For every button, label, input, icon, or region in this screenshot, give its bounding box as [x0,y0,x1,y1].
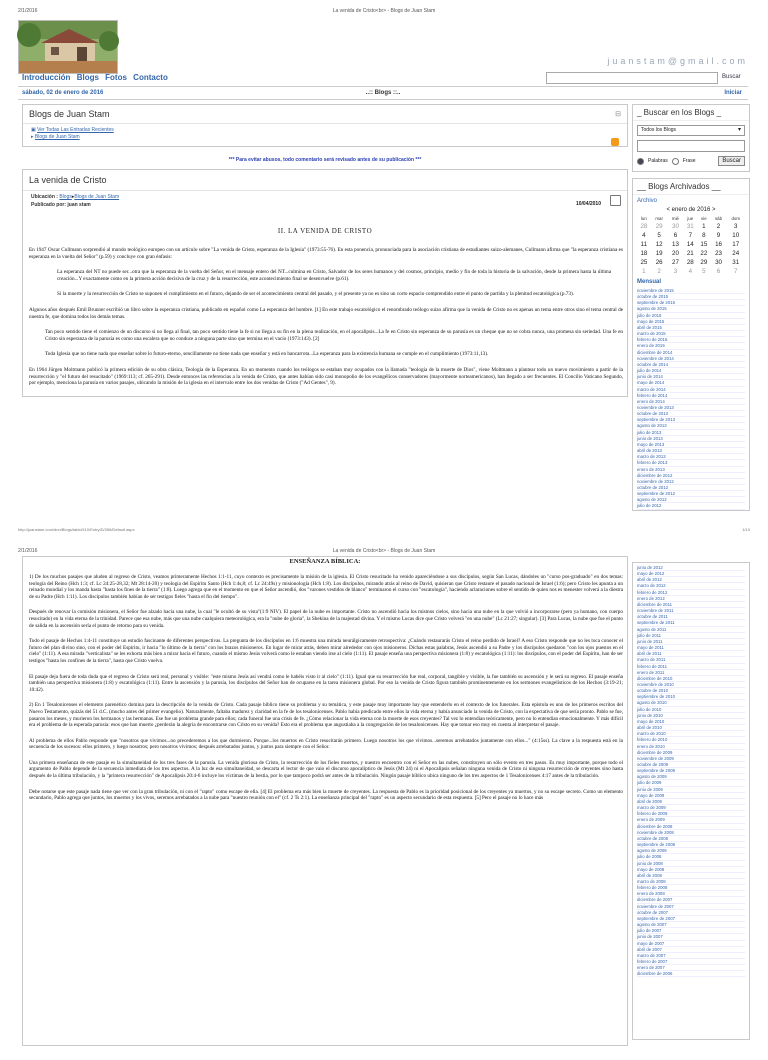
archive-month-link[interactable]: julio de 2014 [637,368,745,374]
contact-email: juanstam@gmail.com [607,56,748,66]
post-meta: Ubicación : Blogs▸Blogs de Juan Stam Publicado por: juan stam 10/04/2010 [23,190,627,211]
archive-month-link[interactable]: octubre de 2012 [637,485,745,491]
archive-month-link[interactable]: abril de 2007 [637,947,745,953]
archive-month-link[interactable]: mayo de 2009 [637,793,745,799]
month-list-continued [632,562,750,1040]
archive-month-link[interactable]: abril de 2013 [637,448,745,454]
weekday-label: mar [655,216,663,221]
archive-month-link[interactable]: octubre de 2007 [637,910,745,916]
archive-month-link[interactable]: noviembre de 2012 [637,479,745,485]
archive-month-link[interactable]: diciembre de 2006 [637,971,745,977]
nav-blogs[interactable]: Blogs [76,73,99,82]
archive-month-link[interactable]: noviembre de 2007 [637,904,745,910]
calendar-day[interactable]: 5 [702,268,706,275]
archive-month-link[interactable]: septiembre de 2010 [637,694,745,700]
archive-month-link[interactable]: marzo de 2013 [637,454,745,460]
archive-month-link[interactable]: noviembre de 2013 [637,405,745,411]
archive-month-link[interactable]: julio de 2012 [637,503,745,509]
archive-month-link[interactable]: enero de 2007 [637,965,745,971]
post-box [22,169,628,397]
calendar-day[interactable]: 3 [673,268,678,275]
archive-month-link[interactable]: febrero de 2013 [637,460,745,466]
calendar-day[interactable]: 6 [716,268,721,275]
archive-month-link[interactable]: diciembre de 2007 [637,897,745,903]
archive-month-link[interactable]: marzo de 2014 [637,387,745,393]
calendar-day[interactable]: 2 [657,268,661,275]
archive-month-link[interactable]: agosto de 2011 [637,627,745,633]
calendar-day[interactable]: 17 [732,241,740,248]
archive-month-link[interactable]: septiembre de 2013 [637,417,745,423]
article-paragraph: Todo el pasaje de Hechos 1:4-11 constituye un estudio fascinante de diferentes perspectivas. La pregunta de los discípulos en 1:6 muestra una mirada neurálgicamente retrospectiva: ¿Cuándo restaurarás Cristo el reino perdido de Israel? A eso Cristo responde que no les toca conocer el futuro del plan divino sino, con el poder del Espíritu, ir hacia "lo último de la tierra" con los brazos misioneros. En lugar de mirar atrás, deben mirar alrededor con ojos misioneros. Dichas estas palabras, Jesús ascendió a su Padre y los discípulos quedaron "con los ojos puestos en el cielo" (1:11). A esa mirada "verticalista" se les exhorta más bien a mirar hacia el futuro, cuando el mismo Jesús volverá como le estaban viendo irse al cielo (1:11). El pasaje enseña una perspectiva misionera (1:8) y escatológica (1:11): los discípulos, con el poder del Espíritu, han de ser testigos "hasta los confines de la tierra", hasta que Cristo vuelva. [29,638,623,664]
author-label: Publicado por: [31,202,66,208]
month-list [633,288,749,510]
archive-month-link[interactable]: febrero de 2014 [637,393,745,399]
calendar-week [637,222,745,231]
article-paragraph: Algunos años después Emil Brunner escribió un libro sobre la esperanza cristiana, publicado en español como La esperanza del hombre. [1] En este trabajo escatológico el renombrado teólogo suizo afirma que la venida de Cristo no es apenas un tema entre otros sino el tema central de nuestra fe, que domina todos los demás temas. [29,306,623,320]
archive-month-link[interactable]: junio de 2011 [637,639,745,645]
weekday-label: sáb [714,216,723,221]
calendar-day[interactable]: 20 [672,250,679,257]
archive-month-link[interactable]: octubre de 2015 [637,294,745,300]
calendar-day[interactable]: 19 [655,250,663,257]
archive-month-link[interactable]: junio de 2008 [637,861,745,867]
archive-month-link[interactable]: mayo de 2015 [637,319,745,325]
article-paragraph: En 1947 Oscar Cullmann sorprendió al mundo teológico europeo con un artículo sobre "La venida de Cristo, esperanza de la Iglesia" (1973:55-76). En esta ponencia, pronunciada para la asociación cristiana de estudiantes suizo-alemanes, Cullmann afirma que "la esperanza cristiana es esperanza en la vuelta del Señor" (p.59) y concluye con gran énfasis: [29,247,623,260]
archive-month-link[interactable]: marzo de 2011 [637,657,745,663]
radio-words[interactable] [637,158,644,165]
print-url: http://juanstam.com/dnn/Blogs/tabid/110/EntryID/358/Default.aspx [18,527,135,532]
calendar-day[interactable]: 1 [702,223,706,230]
calendar-next[interactable]: > [712,207,716,213]
archive-month-link[interactable]: julio de 2009 [637,780,745,786]
calendar-day[interactable]: 26 [655,259,663,266]
calendar-day[interactable]: 7 [688,232,693,239]
archive-month-link[interactable]: mayo de 2012 [637,571,745,577]
calendar-day[interactable]: 30 [715,259,722,266]
blogs-box-title-text: Blogs de Juan Stam [29,109,110,119]
archive-month-link[interactable]: marzo de 2012 [637,583,745,589]
archive-month-link[interactable]: abril de 2011 [637,651,745,657]
archive-month-link[interactable]: junio de 2014 [637,374,745,380]
printer-icon[interactable] [610,195,621,206]
archive-month-link[interactable]: septiembre de 2015 [637,300,745,306]
archive-month-link[interactable]: febrero de 2009 [637,811,745,817]
calendar-day[interactable]: 22 [700,250,708,257]
article-paragraph: Debe notarse que este pasaje nada tiene que ver con la gran tribulación, ni con el "rapto" como escape de ella. [4] El problema era más bien la muerte de creyentes. La respuesta de Pablo es la prioridad posicional de los creyentes ya muertos, y no su escape secreto. Como un elemento secundario, Pablo agrega que juntos, los muertos y los vivos, seremos arrebatados a la nube para "nuestro reunión con el" (cf. 2 Ts 2:1). La enseñanza principal del "rapto" es un aspecto secundario de esta respuesta. [5] Pero el pasaje no lo hace más [29,788,623,802]
archive-month-link[interactable]: noviembre de 2009 [637,756,745,762]
main-nav [22,73,172,82]
search-options [633,154,749,171]
archive-month-link[interactable]: noviembre de 2011 [637,608,745,614]
article-paragraph: El pasaje deja fuera de toda duda que el regreso de Cristo será real, personal y visible: "este mismo Jesús así vendrá como le habéis visto ir al cielo" (1:11). Igual que su resurrección fue real, corporal, tangible y visible, la fue también su ascensión y le será su regreso. El pasaje enseña también una perspectiva misionera (1:8) y escatológica (1:11). Entre la ascensión y la parusía, los discípulos del Señor han de ocuparse en la tarea misionera global. Por eso la venida de Cristo figura también prominentemente en los sermones evangelísticos de los Hechos (3:19-21; 10:42). [29,673,623,693]
article-quote: Si la muerte y la resurrección de Cristo se suponen el cumplimiento en el futuro, dejando de ser el acontecimiento central del pasado, y el presente ya no es sino un corto espacio comprendido entre el punto de partida y la plenitud escatológica (p.73). [57,291,574,298]
archive-month-link[interactable]: septiembre de 2011 [637,620,745,626]
article-quote: Tan poco sentido tiene el comienzo de un discurso si no llega al final, tan poco sentido tiene la fe si no llega a su fin en la plena realización, en el apocalipsis...La fe en Cristo sin esperanza de su parusía es un cheque que no se cobra nunca, una promesa sin seriedad. Una fe en Cristo sin esperanza de la parusía es como una escalera que no conduce a ninguna parte sino que termina en el vacío (1973:143). [2] [45,329,623,342]
archive-month-link[interactable]: noviembre de 2014 [637,356,745,362]
post-date: 10/04/2010 [575,201,601,207]
blog-feeds [23,124,627,146]
main-column [22,104,628,397]
article-paragraph: 1) De los muchos pasajes que aluden al regreso de Cristo, veamos primeramente Hechos 1:1-11, cuyo contexto es precisamente la misión de la iglesia. El Cristo resucitado ha venido apareciéndose a sus discípulos, según San Lucas, dándoles un "curso pos-graduado" en dos temas: teología del Reino (Hch 1:3; cf. Lc 24:25-28,32; Mt 28:14-20) y teología del Espíritu Santo (Hch 1:4s,8; cf. Lc 24:49s) y misionología (Hch 1:8). Los discípulos, mirando atrás al reino de David, quisieran que Cristo restaure el pasado nacional de Israel (1:6); pero Cristo les apunta a un reinado mundial y los manda hasta "hasta los fines de la tierra" (1:8). Luego agrega que en el momento en que el Señor ascendió, dos "varones vestidos de blanco" terminaron el curso con "escatología", haciendo aclaraciones sobre el sentido de quien nos es menester volverá a la diestra de su Padre (Hch 1:11). Los discípulos también habían de ser testigos fieles "hasta el fin del tiempo". [29,574,623,600]
archive-month-link[interactable]: agosto de 2013 [637,423,745,429]
print-page-2 [0,548,768,1060]
archive-month-link[interactable]: enero de 2014 [637,399,745,405]
print-page-number: 1/10 [742,527,750,532]
calendar-day[interactable]: 14 [686,241,694,248]
archive-month-link[interactable]: octubre de 2011 [637,614,745,620]
article-paragraph: En 1964 Jürgen Moltmann publicó la primera edición de su obra clásica, Teología de la Esperanza. En un momento cuando los teólogos se estaban muy ocupados con la llamada "teología de la muerte de Dios", viene Moltmann a plantear todo un nuevo movimiento a partir de la resurrección y "el futuro del resucitado" (1969:113; cf. 265-291). Desde entonces las referencias a la venida de Cristo, que antes habían sido casi monopolio de los evangélicos conservadores (mayormente norteamericanos), han llegado a ser frecuentes. El Concilio Vaticano Segundo, por ejemplo, menciona la parusía en varios pasajes, ubicando la misión de la iglesia en el intervalo entre los dos venidas de Cristo ("Ad Gentes", 9). [29,366,623,387]
calendar-day[interactable]: 31 [686,223,694,230]
archive-month-link[interactable]: mayo de 2014 [637,380,745,386]
blog-search-input[interactable] [637,140,745,152]
blog-search-title: _ Buscar en los Blogs _ [633,105,749,121]
archive-month-link[interactable]: julio de 2011 [637,633,745,639]
archive-month-link[interactable]: junio de 2012 [637,565,745,571]
archive-month-link[interactable]: enero de 2010 [637,744,745,750]
archive-month-link[interactable]: julio de 2013 [637,430,745,436]
breadcrumb-blog[interactable]: Blogs de Juan Stam [74,194,120,200]
archive-month-link[interactable]: abril de 2012 [637,577,745,583]
blogs-box [22,104,628,147]
header-photo [18,20,118,74]
calendar-day[interactable]: 9 [716,232,721,239]
archive-month-link[interactable]: enero de 2012 [637,596,745,602]
blog-search-button[interactable]: Buscar [718,156,745,166]
calendar-week [637,249,745,258]
weekday-label: vie [701,216,707,221]
blog-search-box [632,104,750,172]
archive-month-link[interactable]: noviembre de 2015 [637,288,745,294]
calendar-day[interactable]: 18 [640,250,648,257]
current-date: sábado, 02 de enero de 2016 [22,90,104,96]
weekday-label: lun [640,216,647,221]
archive-month-link[interactable]: agosto de 2012 [637,497,745,503]
calendar-day[interactable]: 1 [642,268,646,275]
archive-month-link[interactable]: febrero de 2008 [637,885,745,891]
archive-month-link[interactable]: marzo de 2007 [637,953,745,959]
calendar-day[interactable]: 29 [700,259,708,266]
calendar-week [637,240,745,249]
article-subheading: ENSEÑANZA BÍBLICA: [289,558,361,565]
archive-month-link[interactable]: enero de 2008 [637,891,745,897]
archive-month-link[interactable]: mayo de 2010 [637,719,745,725]
calendar-day[interactable]: 27 [672,259,679,266]
archive-month-link[interactable]: agosto de 2007 [637,922,745,928]
weekday-label: mié [671,216,679,221]
moderation-notice: *** Para evitar abusos, todo comentario será revisado antes de su publicación *** [228,157,422,163]
article-paragraph: Al problema de ellos Pablo responde que "nosotros que vivimos...no precederemos a los que durmieron. Porque...los muertos en Cristo resucitarán primero. Luego nosotros los que vivimos...seremos arrebatados juntamente con ellos..." (4:15ss). La clave a la respuesta está en la secuencia de los sucesos: ellos primero, y luego nosotros; pero nosotros vivimos; después arrebatados juntos, y juntos para siempre con el Señor. [29,737,623,751]
calendar-day[interactable]: 24 [732,250,740,257]
article-heading: II. LA VENIDA DE CRISTO [277,227,373,235]
archive-box [632,178,750,511]
post-title: La venida de Cristo [29,175,107,185]
archive-month-link[interactable]: octubre de 2010 [637,688,745,694]
article-quote: La esperanza del NT no puede ser...otra que la esperanza de la vuelta del Señor, en el mensaje entero del NT...culmina en Cristo, Salvador de los seres humanos y del cosmos, principio, medio y fin de toda la historia de la salvación, desde la primera hasta la última creación...Y exactamente como en la primera acción decisiva de la cruz y de la resurrección, este acontecimiento final se desenvuelve (p.61). [57,269,611,282]
radio-phrase[interactable] [672,158,679,165]
archive-month-link[interactable]: febrero de 2011 [637,664,745,670]
archive-month-link[interactable]: marzo de 2010 [637,731,745,737]
archive-month-link[interactable]: septiembre de 2008 [637,842,745,848]
archive-month-link[interactable]: octubre de 2013 [637,411,745,417]
breadcrumb-blogs[interactable]: Blogs [59,194,72,200]
weekday-label: dom [731,216,740,221]
archive-month-link[interactable]: agosto de 2009 [637,774,745,780]
calendar-day[interactable]: 29 [655,223,663,230]
main-column-continued [22,556,628,1046]
archive-month-link[interactable]: julio de 2008 [637,854,745,860]
archive-month-link[interactable]: julio de 2015 [637,313,745,319]
calendar-day[interactable]: 3 [734,223,738,230]
archive-month-link[interactable]: noviembre de 2010 [637,682,745,688]
calendar-day[interactable]: 23 [715,250,722,257]
archive-month-link[interactable]: febrero de 2010 [637,737,745,743]
archive-month-link[interactable]: enero de 2015 [637,343,745,349]
print-date: 2/1/2016 [18,548,38,554]
calendar-day[interactable]: 28 [686,259,694,266]
view-all-text: Ver Todas Las Entradas Recientes [37,127,114,133]
calendar-week [637,267,745,276]
archive-month-link[interactable]: abril de 2008 [637,873,745,879]
calendar-day[interactable]: 2 [716,223,721,230]
section-title: ..:: Blogs ::.. [365,90,401,96]
print-title: La venida de Cristo<br> - Blogs de Juan Stam [332,548,436,554]
archive-calendar [633,207,749,276]
calendar-caption [637,207,745,213]
archive-month-link[interactable]: mayo de 2013 [637,442,745,448]
archive-month-link[interactable]: mayo de 2008 [637,867,745,873]
location-label: Ubicación : [31,194,58,200]
archive-month-link[interactable]: septiembre de 2009 [637,768,745,774]
calendar-day[interactable]: 4 [688,268,693,275]
article-quote: Toda Iglesia que no tiene nada que enseñar sobre lo futuro-eterno, sencillamente no tiene nada que enseñar y está en bancarrota...La esperanza para la existencia humana se cumple en el cumplimiento (1973:11,13). [45,351,489,358]
blog-link-text: Blogs de Juan Stam [34,134,80,140]
archive-month-link[interactable]: marzo de 2008 [637,879,745,885]
calendar-day[interactable]: 31 [732,259,740,266]
archive-month-link[interactable]: marzo de 2009 [637,805,745,811]
archive-month-link[interactable]: diciembre de 2011 [637,602,745,608]
archive-month-link[interactable]: octubre de 2014 [637,362,745,368]
radio-words-label: Palabras [648,158,668,164]
calendar-week [637,231,745,240]
calendar-day[interactable]: 11 [640,241,648,248]
archive-month-link[interactable]: septiembre de 2007 [637,916,745,922]
minimize-icon[interactable]: ⊟ [615,111,621,118]
calendar-day[interactable]: 7 [734,268,738,275]
archive-month-link[interactable]: mayo de 2007 [637,941,745,947]
archive-month-link[interactable]: junio de 2009 [637,787,745,793]
archive-month-link[interactable]: octubre de 2009 [637,762,745,768]
archive-month-link[interactable]: enero de 2013 [637,467,745,473]
nav-introduccion[interactable]: Introducción [22,73,71,82]
calendar-week [637,258,745,267]
archive-month-link[interactable]: noviembre de 2008 [637,830,745,836]
archive-month-link[interactable]: diciembre de 2008 [637,824,745,830]
house-photo-image [19,21,117,73]
archive-month-link[interactable]: diciembre de 2014 [637,350,745,356]
archive-month-link[interactable]: febrero de 2015 [637,337,745,343]
post-author: juan stam [67,202,91,208]
calendar-day[interactable]: 13 [672,241,679,248]
calendar-prev[interactable]: < [666,207,670,213]
archive-month-link[interactable]: agosto de 2015 [637,306,745,312]
site-search-button[interactable]: Buscar [722,74,741,80]
article-paragraph: Después de renovar la comisión misionera, el Señor fue alzado hacia una nube, la cual "le ocultó de su vista"(1:9 NIV). El papel de la nube es importante. Cristo no ascendió hacia los mismos cielos, sino hacia una nube en la que volvió a incorporarse (pero ya humano, con cuerpo resucitado) en la vida eterna de la trinidad. Parece que esa nube, más que una nube cualquiera meteorológica, era la "nube de gloria", la Shekina de la majestad divina. Y el mismo Lucas dice que Cristo volverá "en una nube" (Lc 21:27; singular). [3] Para Lucas, la nube que fue el punto de salida en la ascensión sería el punto de retorno para su venida. [29,609,623,629]
archive-month-link[interactable]: enero de 2011 [637,670,745,676]
sidebar [632,104,750,517]
monthly-label: Mensual [637,279,662,285]
calendar-day[interactable]: 6 [673,232,678,239]
blog-link[interactable]: ▸ Blogs de Juan Stam [31,134,80,140]
archive-month-link[interactable]: marzo de 2015 [637,331,745,337]
archive-month-link[interactable]: agosto de 2008 [637,848,745,854]
calendar-day[interactable]: 16 [715,241,722,248]
archive-month-link[interactable]: febrero de 2007 [637,959,745,965]
print-date: 2/1/2016 [18,8,38,14]
archive-month-link[interactable]: octubre de 2008 [637,836,745,842]
archive-month-link[interactable]: diciembre de 2010 [637,676,745,682]
rss-icon[interactable] [611,138,619,146]
calendar-day[interactable]: 10 [732,232,740,239]
radio-phrase-label: Frase [682,158,696,164]
archive-month-link[interactable]: abril de 2015 [637,325,745,331]
archive-month-link[interactable]: enero de 2009 [637,817,745,823]
archive-month-link[interactable]: abril de 2010 [637,725,745,731]
calendar-day[interactable]: 12 [655,241,663,248]
archive-label: Archivo [637,198,658,204]
archive-month-link[interactable]: agosto de 2010 [637,700,745,706]
archive-month-link[interactable]: diciembre de 2012 [637,473,745,479]
print-title: La venida de Cristo<br> - Blogs de Juan Stam [332,8,436,14]
archive-month-link[interactable]: junio de 2013 [637,436,745,442]
blogs-box-title [23,105,627,124]
archive-month-link[interactable]: junio de 2007 [637,934,745,940]
archive-title: __ Blogs Archivados __ [633,179,749,195]
blog-scope-select[interactable]: Todos los Blogs ▾ [637,125,745,136]
calendar-day[interactable]: 15 [700,241,708,248]
calendar-day[interactable]: 25 [640,259,648,266]
article-paragraph: Una primera enseñanza de este pasaje es la simultaneidad de los tres fases de la parusía. La venida gloriosa de Cristo, la resurrección de los fieles muertos, y nuestro encuentro con el Señor en las nubes, constituyen un sólo evento en tres pasos. Es muy importante, porque todo el argumento de Pablo depende de la secuencia inmediata de los tres aspectos. A la luz de esa simultaneidad, se descarta el lector de que vaio el discurso apocalíptico de Jesús (Mt 24) ni el Apocalipsis señalan ninguna venida de Cristo ni ninguna resurrección de creyentes sino hasta después de la última tribulación, y la "primera resurrección" de Apocalipsis 20:4-6 incluye los víctimas de la bestia, por lo que tampoco podrá ser antes de la tribulación. Ningún pasaje bíblico ubica ninguno de los tres aspectos de 1 Tesalonicenses 4:17 antes de la tribulación. [29,759,623,780]
weekday-label: jue [687,216,694,221]
calendar-month: enero de 2016 [671,207,711,213]
home-link[interactable]: Iniciar [724,90,742,96]
calendar-day[interactable]: 28 [640,223,648,230]
archive-month-link[interactable]: septiembre de 2012 [637,491,745,497]
site-search-input[interactable] [546,72,718,84]
archive-month-link[interactable]: diciembre de 2009 [637,750,745,756]
calendar-day[interactable]: 8 [702,232,706,239]
nav-contacto[interactable]: Contacto [133,73,168,82]
calendar-grid [637,215,745,276]
article-paragraph: 2) En 1 Tesalonicenses el elemento parenético domina para la descripción de la venida de Cristo. Cada pasaje bíblico tiene su problema y su temática, y este pasaje muy importante hay que entenderlo en el contexto de los funerales. Esta epístola es uno de los primeros escritos del Nuevo Testamento, quizás del 51 d.C. (mucho antes del primer evangelio). Naturalmente, faltaba madurez y claridad en la fe de los tesalonicenses. Pablo había predicado entre ellos la vida eterna y había anunciado la venida de Cristo, con la expectativa de que sería pronto. Pablo se fue, pasaron los meses, y murieron los hermanos y las hermanas. Ese fue un problema grande para ellos; cada funeral fue una crisis de fe. ¿Cómo relacionar la vida eterna con la muerte de esos creyentes? Tal vez lo entendían teóricamente, pero no lo entendían emocionalmente. Y más difícil era el problema de la esperada parusía: esos que han muerto ¿perderán la alegría de encontrarse con Cristo en su venida? Esto era el problema que angustiaba a la congregación de los tesalonicenses. Hay que tomar eso muy en cuenta al interpretar el pasaje. [29,702,623,729]
date-bar [18,86,748,100]
calendar-day[interactable]: 30 [672,223,679,230]
calendar-day[interactable]: 21 [686,250,694,257]
archive-month-link[interactable]: febrero de 2012 [637,590,745,596]
archive-month-link[interactable]: julio de 2007 [637,928,745,934]
nav-fotos[interactable]: Fotos [105,73,127,82]
view-all-link[interactable]: ▣ Ver Todas Las Entradas Recientes [31,127,114,133]
archive-month-link[interactable]: mayo de 2011 [637,645,745,651]
calendar-day[interactable]: 4 [642,232,646,239]
archive-month-link[interactable]: abril de 2009 [637,799,745,805]
calendar-day[interactable]: 5 [657,232,661,239]
archive-month-link[interactable]: junio de 2010 [637,713,745,719]
archive-month-link[interactable]: julio de 2010 [637,707,745,713]
